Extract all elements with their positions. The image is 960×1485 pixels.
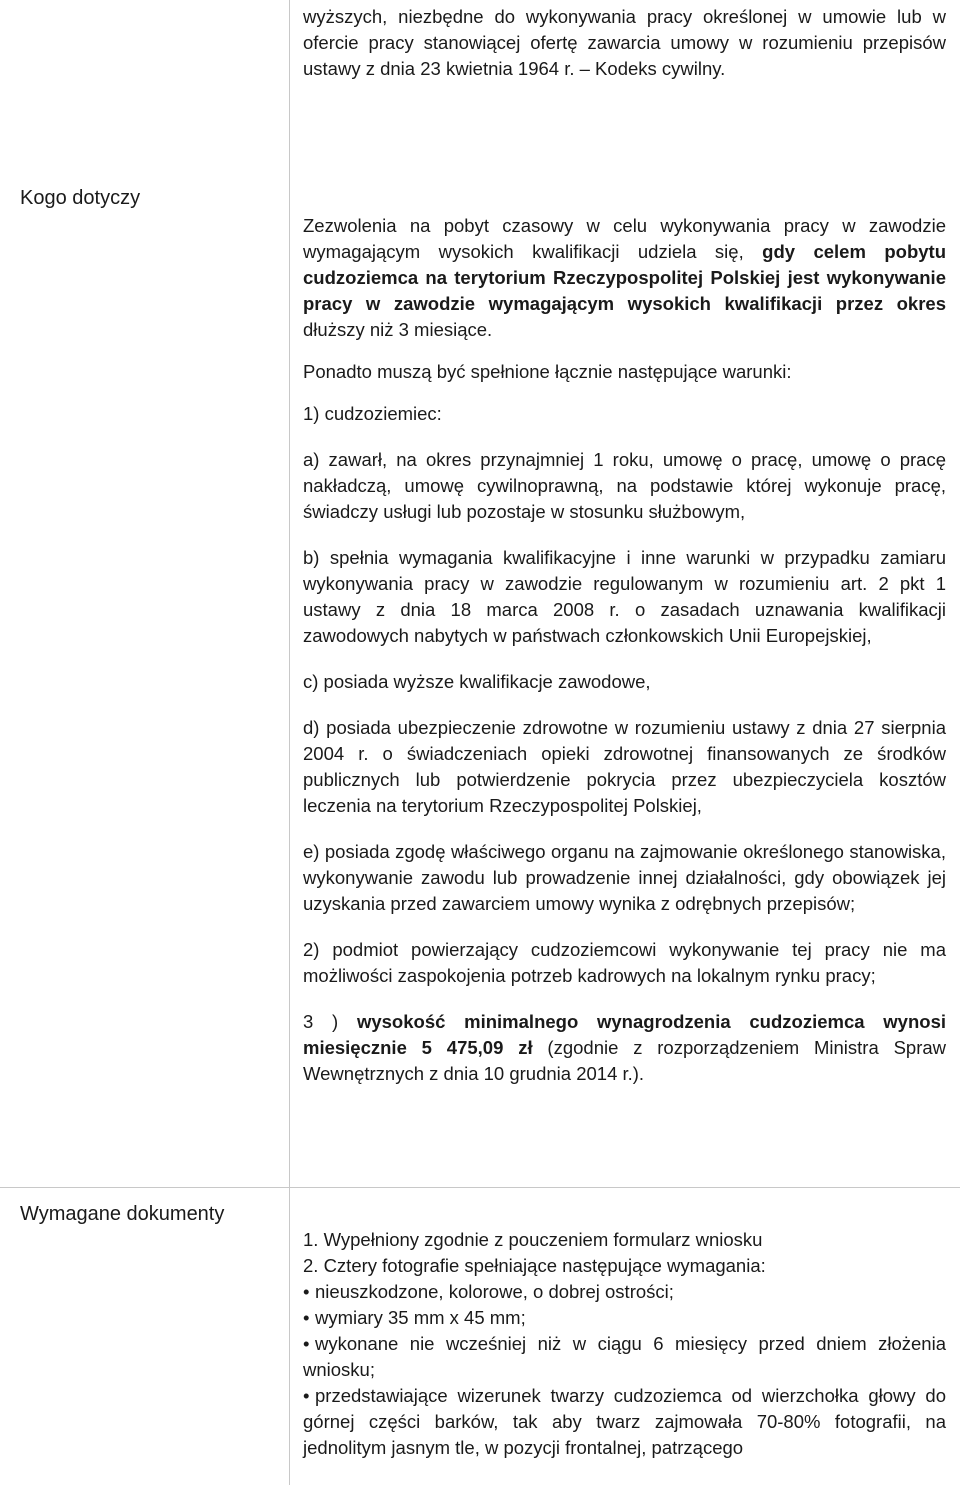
list-item: • wymiary 35 mm x 45 mm; [303,1305,946,1331]
list-item: • wykonane nie wcześniej niż w ciągu 6 miesięcy przed dniem złożenia wniosku; [303,1333,946,1380]
previous-row-content [303,4,946,82]
list-item: • przedstawiające wizerunek twarzy cudzoziemca od wierzchołka głowy do górnej części barków, tak aby twarz zajmowała 70-80% fotografii, na jednolitym jasnym tle, w pozycji frontalnej, patrzącego [303,1385,946,1458]
document-item-2: 2. Cztery fotografie spełniające następujące wymagania: [303,1255,766,1276]
condition-3: 3 ) wysokość minimalnego wynagrodzenia cudzoziemca wynosi miesięcznie 5 475,09 zł (zgodnie z rozporządzeniem Ministra Spraw Wewnętrznych z dnia 10 grudnia 2014 r.). [303,1011,947,1084]
column-divider [289,0,290,1485]
intro-paragraph: Zezwolenia na pobyt czasowy w celu wykonywania pracy w zawodzie wymagającym wysokich kwalifikacji udziela się, gdy celem pobytu cudzoziemca na terytorium Rzeczypospolitej Polskiej jest wykonywanie pracy w zawodzie wymagającym wysokich kwalifikacji przez okres dłuższy niż 3 miesiące. [303,215,946,340]
section-content-wymagane-dokumenty [303,1227,946,1461]
list-item: • nieuszkodzone, kolorowe, o dobrej ostrości; [303,1279,946,1305]
continuation-text: wyższych, niezbędne do wykonywania pracy określonej w umowie lub w ofercie pracy stanowiącej ofertę zawarcia umowy w rozumieniu przepisów ustawy z dnia 23 kwietnia 1964 r. – Kodeks cywilny. [303,6,946,79]
conditions-intro: Ponadto muszą być spełnione łącznie następujące warunki: [303,361,792,382]
condition-2: 2) podmiot powierzający cudzoziemcowi wykonywanie tej pracy nie ma możliwości zaspokojenia potrzeb kadrowych na lokalnym rynku pracy; [303,939,946,986]
condition-1a: a) zawarł, na okres przynajmniej 1 roku, umowę o pracę, umowę o pracę nakładczą, umowę cywilnoprawną, na podstawie której wykonuje pracę, świadczy usługi lub pozostaje w stosunku służbowym, [303,449,946,522]
condition-1c: c) posiada wyższe kwalifikacje zawodowe, [303,671,651,692]
section-content-kogo-dotyczy [303,213,946,1087]
document-item-1: 1. Wypełniony zgodnie z pouczeniem formularz wniosku [303,1229,763,1250]
bullet-icon: • [303,1281,310,1302]
bullet-icon: • [303,1385,310,1406]
section-label-kogo-dotyczy: Kogo dotyczy [20,187,141,209]
condition-1: 1) cudzoziemiec: [303,403,442,424]
section-label-wymagane-dokumenty: Wymagane dokumenty [20,1203,225,1225]
bullet-icon: • [303,1307,310,1328]
row-divider [0,1187,960,1188]
condition-1d: d) posiada ubezpieczenie zdrowotne w rozumieniu ustawy z dnia 27 sierpnia 2004 r. o świadczeniach opieki zdrowotnej finansowanych ze środków publicznych lub potwierdzenie pokrycia przez ubezpieczyciela kosztów leczenia na terytorium Rzeczypospolitej Polskiej, [303,717,946,816]
photo-requirements-list [303,1279,946,1461]
bullet-icon: • [303,1333,310,1354]
condition-1b: b) spełnia wymagania kwalifikacyjne i inne warunki w przypadku zamiaru wykonywania pracy w zawodzie regulowanym w rozumieniu art. 2 pkt 1 ustawy z dnia 18 marca 2008 r. o zasadach uznawania kwalifikacji zawodowych nabytych w państwach członkowskich Unii Europejskiej, [303,547,946,646]
condition-1e: e) posiada zgodę właściwego organu na zajmowanie określonego stanowiska, wykonywanie zawodu lub prowadzenie innej działalności, gdy obowiązek jej uzyskania przed zawarciem umowy wynika z odrębnych przepisów; [303,841,946,914]
